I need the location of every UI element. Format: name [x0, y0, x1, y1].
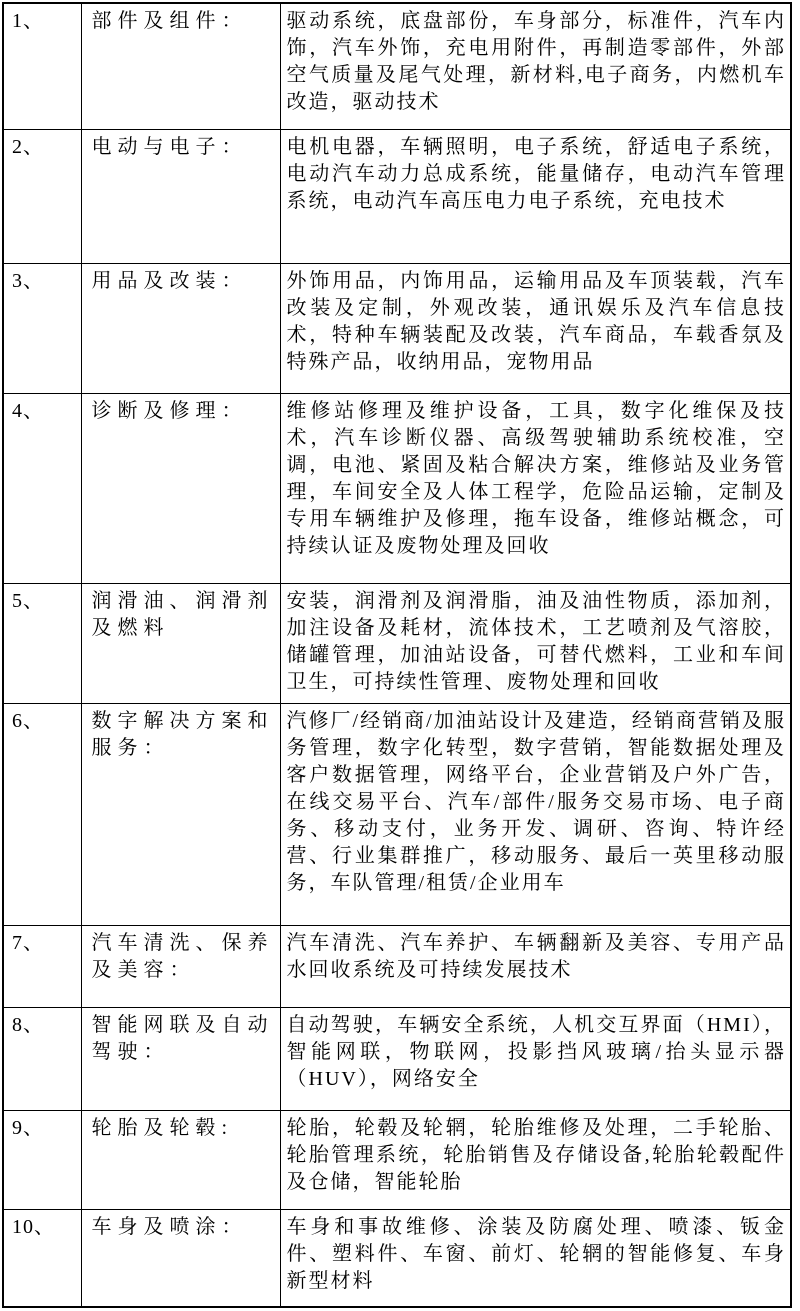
table-row — [3, 3, 791, 129]
details-cell: 外饰用品，内饰用品，运输用品及车顶装载，汽车改装及定制，外观改装，通讯娱乐及汽车信息技术，特种车辆装配及改装，汽车商品，车载香氛及特殊产品，收纳用品，宠物用品 — [280, 263, 791, 393]
table-row — [3, 703, 791, 925]
category-cell: 轮胎及轮毂: — [81, 1110, 280, 1209]
table-row — [3, 263, 791, 393]
details-cell: 车身和事故维修、涂装及防腐处理、喷漆、钣金件、塑料件、车窗、前灯、轮辋的智能修复、车身新型材料 — [280, 1209, 791, 1307]
row-number-cell: 10、 — [3, 1209, 81, 1307]
row-number-cell: 5、 — [3, 583, 81, 703]
row-number-cell: 7、 — [3, 925, 81, 1007]
details-cell: 维修站修理及维护设备，工具，数字化维保及技术，汽车诊断仪器、高级驾驶辅助系统校准，空调，电池、紧固及粘合解决方案，维修站及业务管理，车间安全及人体工程学，危险品运输，定制及专用车辆维护及修理，拖车设备，维修站概念，可持续认证及废物处理及回收 — [280, 393, 791, 583]
category-cell: 汽车清洗、保养及美容： — [81, 925, 280, 1007]
table-row — [3, 925, 791, 1007]
row-number-cell: 3、 — [3, 263, 81, 393]
details-cell: 汽修厂/经销商/加油站设计及建造，经销商营销及服务管理，数字化转型，数字营销，智能数据处理及客户数据管理，网络平台，企业营销及户外广告，在线交易平台、汽车/部件/服务交易市场、电子商务、移动支付，业务开发、调研、咨询、特许经营、行业集群推广，移动服务、最后一英里移动服务，车队管理/租赁/企业用车 — [280, 703, 791, 925]
category-cell: 诊断及修理： — [81, 393, 280, 583]
details-cell: 电机电器，车辆照明，电子系统，舒适电子系统，电动汽车动力总成系统，能量储存，电动汽车管理系统，电动汽车高压电力电子系统，充电技术 — [280, 129, 791, 263]
details-cell: 汽车清洗、汽车养护、车辆翻新及美容、专用产品水回收系统及可持续发展技术 — [280, 925, 791, 1007]
row-number-cell: 9、 — [3, 1110, 81, 1209]
category-cell: 车身及喷涂： — [81, 1209, 280, 1307]
row-number-cell: 1、 — [3, 3, 81, 129]
category-cell: 电动与电子： — [81, 129, 280, 263]
row-number-cell: 2、 — [3, 129, 81, 263]
category-cell: 数字解决方案和服务： — [81, 703, 280, 925]
category-cell: 用品及改装： — [81, 263, 280, 393]
table-row — [3, 583, 791, 703]
row-number-cell: 6、 — [3, 703, 81, 925]
table-row — [3, 1007, 791, 1110]
row-number-cell: 8、 — [3, 1007, 81, 1110]
details-cell: 轮胎，轮毂及轮辋，轮胎维修及处理，二手轮胎、轮胎管理系统，轮胎销售及存储设备,轮胎轮毂配件及仓储，智能轮胎 — [280, 1110, 791, 1209]
table-row — [3, 393, 791, 583]
category-cell: 部件及组件： — [81, 3, 280, 129]
details-cell: 安装，润滑剂及润滑脂，油及油性物质，添加剂，加注设备及耗材，流体技术，工艺喷剂及气溶胶，储罐管理，加油站设备，可替代燃料，工业和车间卫生，可持续性管理、废物处理和回收 — [280, 583, 791, 703]
category-cell: 智能网联及自动驾驶： — [81, 1007, 280, 1110]
table-row — [3, 1110, 791, 1209]
details-cell: 自动驾驶，车辆安全系统，人机交互界面（HMI），智能网联，物联网，投影挡风玻璃/抬头显示器（HUV），网络安全 — [280, 1007, 791, 1110]
category-table — [2, 2, 792, 1308]
category-table-body — [3, 3, 791, 1307]
table-row — [3, 1209, 791, 1307]
details-cell: 驱动系统，底盘部份，车身部分，标准件，汽车内饰，汽车外饰，充电用附件，再制造零部件，外部空气质量及尾气处理，新材料,电子商务，内燃机车改造，驱动技术 — [280, 3, 791, 129]
row-number-cell: 4、 — [3, 393, 81, 583]
table-row — [3, 129, 791, 263]
category-cell: 润滑油、润滑剂及燃料 — [81, 583, 280, 703]
